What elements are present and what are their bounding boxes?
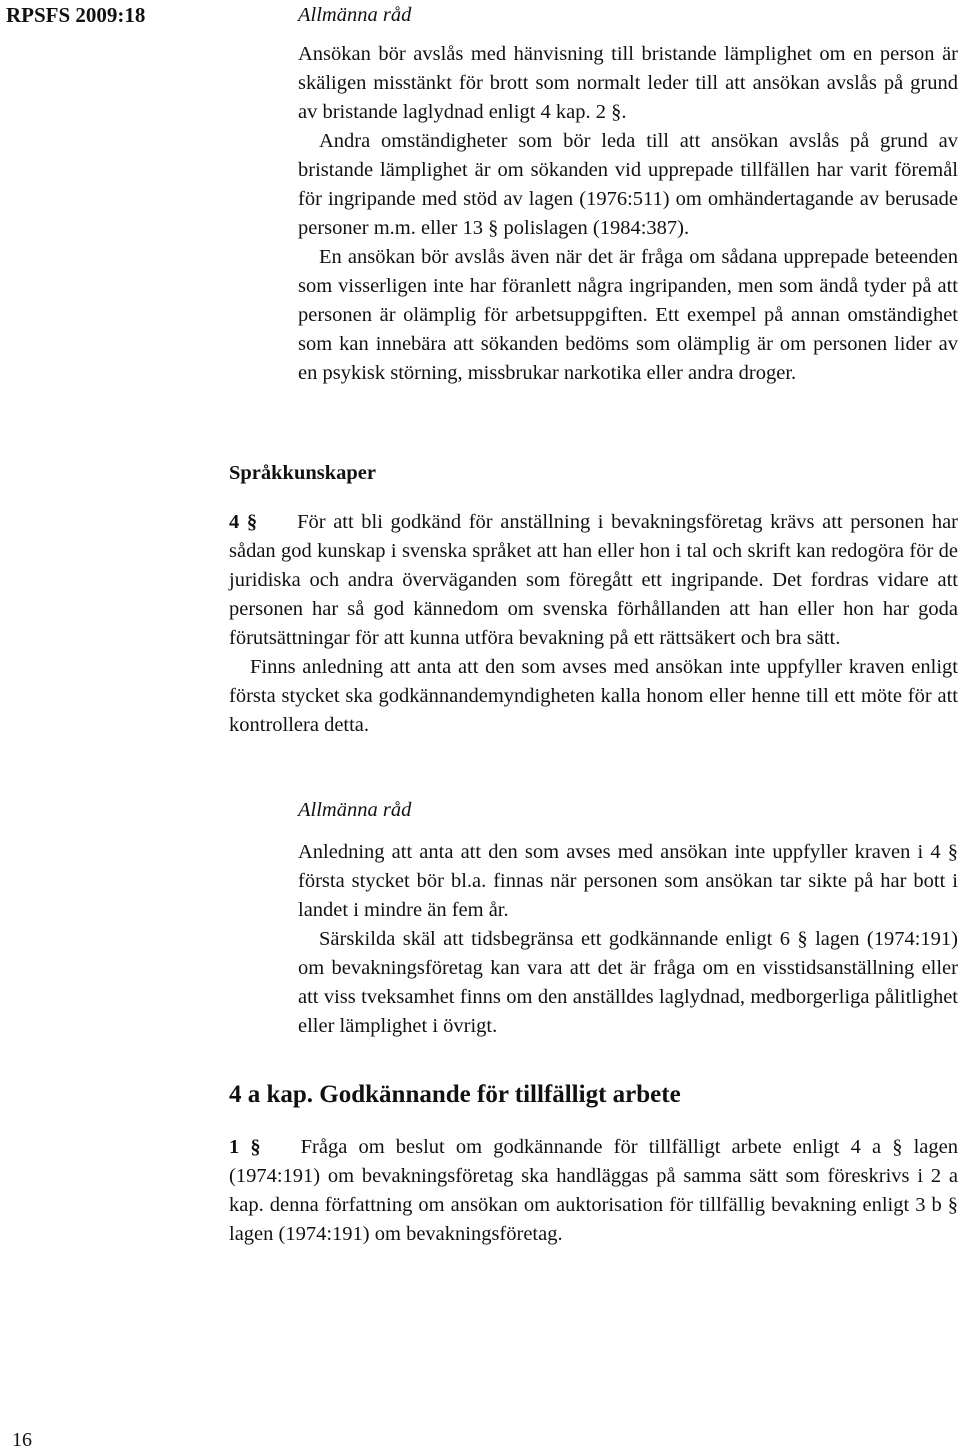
advice-block <box>298 838 958 1041</box>
chapter-title: 4 a kap. Godkännande för tillfälligt arbete <box>229 1081 681 1108</box>
advice-block <box>298 40 958 388</box>
advice-paragraph: Ansökan bör avslås med hänvisning till bristande lämplighet om en person är skäligen misstänkt för brott som normalt leder till att ansökan avslås på grund av bristande laglydnad enligt 4 kap. 2 §. <box>298 43 958 123</box>
chapter-paragraph <box>229 1133 958 1249</box>
advice-paragraph: En ansökan bör avslås även när det är fråga om sådana upprepade beteenden som visserligen inte har föranlett några ingripanden, men som ändå tyder på att personen är olämplig för arbetsuppgiften. Ett exempel på annan omständighet som kan innebära att sökanden bedöms som olämplig är om personen lider av en psykisk störning, missbrukar narkotika eller andra droger. <box>298 246 958 384</box>
advice-paragraph: Särskilda skäl att tidsbegränsa ett godkännande enligt 6 § lagen (1974:191) om bevakningsföretag kan vara att det är fråga om en visstidsanställning eller att viss tveksamhet finns om den anställdes laglydnad, medborgerliga pålitlighet eller lämplighet i övrigt. <box>298 928 958 1037</box>
advice-heading: Allmänna råd <box>298 4 412 26</box>
advice-paragraph: Anledning att anta att den som avses med ansökan inte uppfyller kraven i 4 § första stycket bör bl.a. finnas när personen som ansökan tar sikte på har bott i landet i mindre än fem år. <box>298 841 958 921</box>
chapter-block <box>229 1133 958 1249</box>
section-paragraph <box>229 508 958 653</box>
advice-heading: Allmänna råd <box>298 799 412 821</box>
document-code: RPSFS 2009:18 <box>6 3 146 27</box>
advice-paragraph: Andra omständigheter som bör leda till att ansökan avslås på grund av bristande lämplighet är om sökanden vid upprepade tillfällen har varit föremål för ingripande med stöd av lagen (1976:511) om omhändertagande av berusade personer m.m. eller 13 § polislagen (1984:387). <box>298 130 958 239</box>
section-number: 4 § <box>229 511 258 533</box>
section-text: Fråga om beslut om godkännande för tillfälligt arbete enligt 4 a § lagen (1974:191) om bevakningsföretag ska handläggas på samma sätt som föreskrivs i 2 a kap. denna författning om ansökan om auktorisation för tillfällig bevakning enligt 3 b § lagen (1974:191) om bevakningsföretag. <box>229 1136 958 1245</box>
page-number: 16 <box>12 1429 32 1451</box>
section-text: För att bli godkänd för anställning i bevakningsföretag krävs att personen har sådan god kunskap i svenska språket att han eller hon i tal och skrift kan redogöra för de juridiska och andra överväganden som föregått ett ingripande. Det fordras vidare att personen har så god kännedom om svenska förhållanden att han eller hon har goda förutsättningar för att kunna utföra bevakning på ett rättsäkert och bra sätt. <box>229 511 958 649</box>
section-block <box>229 508 958 740</box>
section-paragraph: Finns anledning att anta att den som avses med ansökan inte uppfyller kraven enligt första stycket ska godkännandemyndigheten kalla honom eller henne till ett möte för att kontrollera detta. <box>229 656 958 736</box>
section-subheading: Språkkunskaper <box>229 462 376 484</box>
section-number: 1 § <box>229 1136 261 1158</box>
